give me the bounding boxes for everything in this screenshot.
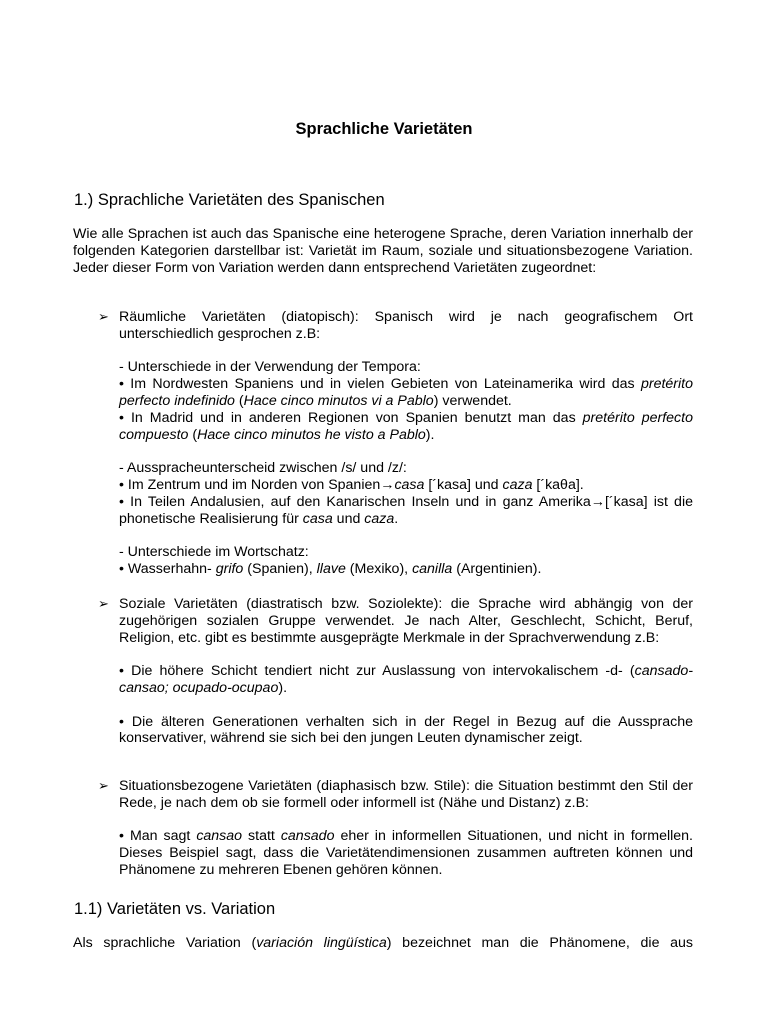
tempora-heading: - Unterschiede in der Verwendung der Tempora: [119, 359, 421, 376]
diatopic-lead: Räumliche Varietäten (diatopisch): Spanisch wird je nach geografischem Ort unterschiedlich gesprochen z.B: [119, 309, 693, 342]
arrow-bullet-icon: ➢ [98, 778, 109, 793]
diastratic-lead: Soziale Varietäten (diastratisch bzw. Soziolekte): die Sprache wird abhängig von der zugehörigen sozialen Gruppe verwendet. Je nach Alter, Geschlecht, Schicht, Beruf, Religion, etc. gibt es bestimmte ausgeprägte Merkmale in der Sprachverwendung z.B: [119, 596, 693, 646]
wortschatz-heading: - Unterschiede im Wortschatz: [119, 544, 309, 561]
aussprache-item-1: • Im Zentrum und im Norden von Spanien→casa [´kasa] und caza [´kaθa]. [119, 476, 584, 493]
arrow-bullet-icon: ➢ [98, 596, 109, 611]
diaphasic-item-1: • Man sagt cansao statt cansado eher in informellen Situationen, und nicht in formellen. Dieses Beispiel sagt, dass die Varietätendimensionen zusammen auftreten können und Phänomene zu mehreren Ebenen gehören können. [119, 828, 693, 878]
section-heading-1: 1.) Sprachliche Varietäten des Spanischen [74, 191, 385, 209]
intro-paragraph: Wie alle Sprachen ist auch das Spanische eine heterogene Sprache, deren Variation innerhalb der folgenden Kategorien darstellbar ist: Varietät im Raum, soziale und situationsbezogene Variation. Jeder dieser Form von Variation werden dann entsprechend Varietäten zugeordnet: [73, 226, 693, 276]
bullet-diaphasic [98, 778, 693, 879]
diaphasic-lead: Situationsbezogene Varietäten (diaphasisch bzw. Stile): die Situation bestimmt den Stil der Rede, je nach dem ob sie formell oder informell ist (Nähe und Distanz) z.B: [119, 778, 693, 811]
aussprache-heading: - Ausspracheunterscheid zwischen /s/ und /z/: [119, 460, 407, 477]
arrow-bullet-icon: ➢ [98, 309, 109, 324]
bullet-diatopic [98, 309, 693, 578]
wortschatz-item-1: • Wasserhahn- grifo (Spanien), llave (Mexiko), canilla (Argentinien). [119, 560, 542, 577]
diastratic-item-1: • Die höhere Schicht tendiert nicht zur Auslassung von intervokalischem -d- (cansado- cansao; ocupado-ocupao). [119, 663, 693, 696]
diastratic-item-2: • Die älteren Generationen verhalten sich in der Regel in Bezug auf die Aussprache konservativer, während sie sich bei den jungen Leuten dynamischer zeigt. [119, 713, 693, 747]
variation-paragraph: Als sprachliche Variation (variación lingüística) bezeichnet man die Phänomene, die aus [73, 935, 694, 951]
document-title: Sprachliche Varietäten [295, 120, 473, 138]
section-heading-1-1: 1.1) Varietäten vs. Variation [74, 900, 276, 918]
bullet-diastratic [98, 596, 693, 747]
tempora-item-1: • Im Nordwesten Spaniens und in vielen Gebieten von Lateinamerika wird das pretérito perfecto indefinido (Hace cinco minutos vi a Pablo) verwendet. [119, 376, 693, 409]
aussprache-item-2: • In Teilen Andalusien, auf den Kanarischen Inseln und in ganz Amerika→[´kasa] ist die phonetische Realisierung für casa und caza. [119, 493, 693, 527]
tempora-item-2: • In Madrid und in anderen Regionen von Spanien benutzt man das pretérito perfecto compuesto (Hace cinco minutos he visto a Pablo). [119, 409, 693, 443]
